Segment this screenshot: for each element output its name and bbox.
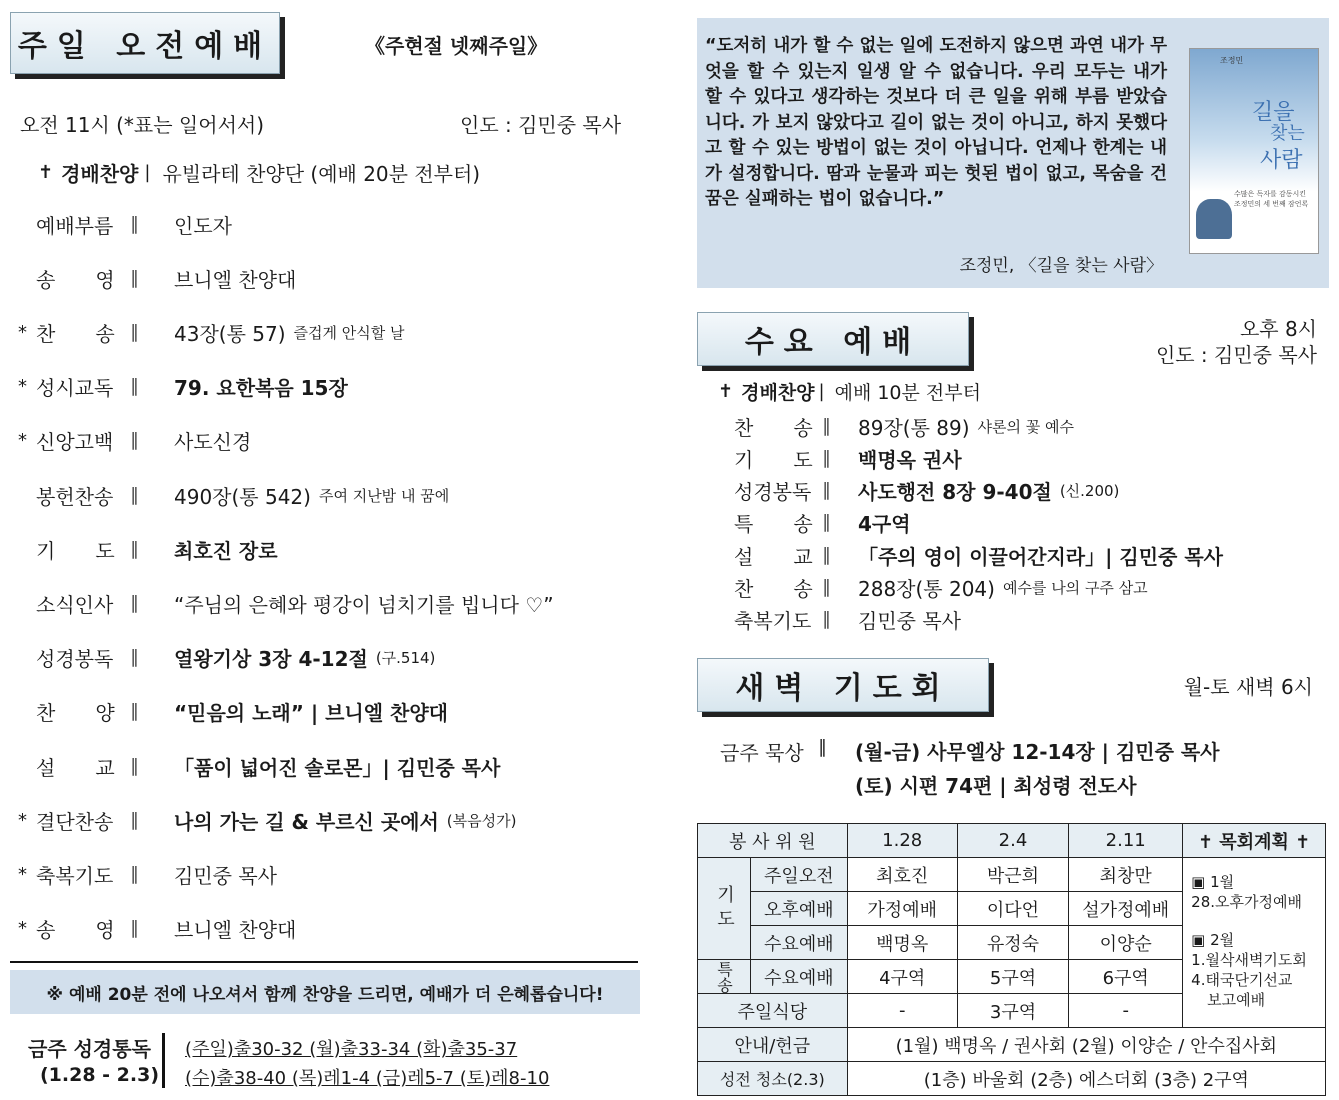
quote-text: “도저히 내가 할 수 없는 일에 도전하지 않으면 과연 내가 무엇을 할 수 있는지 일생 알 수 없습니다. 우리 모두는 내가 할 수 있다고 생각하는 것보다 더 큰 일을 위해 부름 받았습니다. 가 보지 않았다고 길이 없는 것이 아니고, 하지 못했다고 할 수 있는 방법이 없는 것이 아닙니다. 언제나 한계는 내가 설정합니다. 땀과 눈물과 피는 헛된 법이 없고, 목숨을 건 꿈은 실패하는 법이 없습니다.” bbox=[705, 36, 1167, 209]
dawn-title-box bbox=[697, 658, 989, 712]
order-value: 최호진 장로 bbox=[174, 538, 278, 563]
order-note: 샤론의 꽃 예수 bbox=[977, 417, 1074, 436]
table-cell: 3구역 bbox=[957, 994, 1069, 1028]
order-item bbox=[18, 588, 562, 618]
table-header-date: 2.11 bbox=[1069, 824, 1183, 858]
table-cell: 이양순 bbox=[1069, 926, 1183, 960]
order-label: 신앙고백 bbox=[36, 430, 114, 455]
table-cell: 박근희 bbox=[957, 858, 1069, 892]
order-value: 열왕기상 3장 4-12절 bbox=[174, 647, 368, 672]
wednesday-leader: 인도 : 김민중 목사 bbox=[1155, 343, 1317, 367]
stand-marker: * bbox=[18, 430, 27, 452]
service-table bbox=[697, 823, 1326, 1096]
reading-title: 금주 성경통독 bbox=[28, 1037, 151, 1061]
order-value: 인도자 bbox=[174, 213, 232, 238]
order-label: 송 영 bbox=[36, 267, 115, 292]
cross-icon: ✝ bbox=[38, 161, 54, 183]
plan-cell bbox=[1183, 858, 1326, 1028]
order-sep: ∥ bbox=[130, 430, 139, 452]
praise-sep: | bbox=[818, 380, 825, 402]
table-cell: (1층) 바울회 (2층) 에스더회 (3층) 2구역 bbox=[847, 1062, 1325, 1096]
book-title-2: 찾는 bbox=[1270, 123, 1305, 144]
order-value: 288장(통 204) bbox=[858, 577, 995, 601]
plan-item: 4.태국단기선교 bbox=[1191, 971, 1293, 989]
order-value: 「품이 넓어진 솔로몬」| 김민중 목사 bbox=[174, 755, 501, 780]
order-item bbox=[18, 914, 304, 944]
order-value: “믿음의 노래” | 브니엘 찬양대 bbox=[174, 701, 448, 726]
table-cell: 최호진 bbox=[847, 858, 957, 892]
order-label: 기 도 bbox=[36, 538, 115, 563]
table-header-date: 2.4 bbox=[957, 824, 1069, 858]
praise-label: 경배찬양 bbox=[61, 161, 139, 186]
wednesday-title-box bbox=[697, 312, 969, 366]
order-label: 특 송 bbox=[734, 512, 813, 537]
dawn-label: 금주 묵상 bbox=[720, 741, 804, 765]
row-label: 주일오전 bbox=[751, 858, 848, 892]
order-item bbox=[18, 697, 456, 727]
order-item bbox=[18, 805, 516, 835]
sunday-leader: 인도 : 김민중 목사 bbox=[460, 113, 622, 137]
order-label: 설 교 bbox=[734, 544, 813, 569]
stand-marker: * bbox=[18, 376, 27, 398]
stand-marker: * bbox=[18, 809, 27, 831]
table-cell: 유정숙 bbox=[957, 926, 1069, 960]
book-title-1: 길을 bbox=[1252, 100, 1295, 125]
dawn-time: 월-토 새벽 6시 bbox=[1183, 675, 1313, 699]
plan-month-1: ▣ 1월 bbox=[1191, 873, 1235, 891]
order-note: (복음성가) bbox=[446, 811, 517, 830]
reading-line-2: (수)출38-40 (목)레1-4 (금)레5-7 (토)레8-10 bbox=[185, 1068, 550, 1089]
order-item bbox=[734, 509, 919, 537]
notice-text: ※ 예배 20분 전에 나오셔서 함께 찬양을 드리면, 예배가 더 은혜롭습니다! bbox=[46, 984, 604, 1005]
order-label: 소식인사 bbox=[36, 592, 114, 617]
wednesday-title: 수요 예배 bbox=[744, 325, 922, 360]
reading-line-1: (주일)출30-32 (월)출33-34 (화)출35-37 bbox=[185, 1039, 518, 1060]
table-cell: 이다언 bbox=[957, 892, 1069, 926]
order-sep: ∥ bbox=[130, 863, 139, 885]
order-label: 축복기도 bbox=[36, 863, 114, 888]
group-prayer-label: 기도 bbox=[714, 884, 735, 933]
row-label: 주일식당 bbox=[698, 994, 848, 1028]
dawn-sep: ∥ bbox=[818, 737, 827, 758]
order-value: 490장(통 542) bbox=[174, 484, 311, 509]
sunday-title: 주일 오전예배 bbox=[17, 29, 273, 64]
divider-line bbox=[10, 961, 638, 963]
order-value: 4구역 bbox=[858, 512, 911, 537]
cross-icon: ✝ bbox=[718, 380, 734, 402]
book-cover-image bbox=[1189, 48, 1319, 254]
order-item bbox=[734, 444, 970, 472]
order-item bbox=[18, 263, 304, 293]
order-item bbox=[18, 751, 508, 781]
praise-value: 예배 10분 전부터 bbox=[834, 381, 981, 404]
runner-figures-image bbox=[1196, 199, 1232, 239]
plan-month-2: ▣ 2월 bbox=[1191, 931, 1235, 949]
plan-item: 28.오후가정예배 bbox=[1191, 893, 1302, 911]
order-label: 결단찬송 bbox=[36, 809, 114, 834]
quote-box bbox=[697, 18, 1329, 288]
order-value: “주님의 은혜와 평강이 넘치기를 빕니다 ♡” bbox=[174, 592, 554, 617]
order-item bbox=[734, 541, 1231, 569]
order-sep: ∥ bbox=[130, 538, 139, 560]
dawn-line-1: (월-금) 사무엘상 12-14장 | 김민중 목사 bbox=[855, 740, 1220, 764]
order-item bbox=[18, 317, 404, 347]
order-value: 사도행전 8장 9-40절 bbox=[858, 480, 1052, 505]
row-label: 안내/헌금 bbox=[698, 1028, 848, 1062]
reading-divider bbox=[162, 1033, 165, 1088]
order-item bbox=[734, 477, 1119, 505]
order-sep: ∥ bbox=[130, 267, 139, 289]
order-note: (신.200) bbox=[1059, 482, 1120, 501]
order-sep: ∥ bbox=[822, 577, 831, 598]
order-item bbox=[18, 534, 286, 564]
quote-source: 조정민, 〈길을 찾는 사람〉 bbox=[959, 256, 1163, 276]
order-item bbox=[734, 606, 969, 634]
table-cell: 백명옥 bbox=[847, 926, 957, 960]
order-sep: ∥ bbox=[822, 544, 831, 566]
order-item bbox=[18, 426, 259, 456]
order-item bbox=[18, 643, 435, 673]
order-sep: ∥ bbox=[130, 321, 139, 343]
order-value: 「주의 영이 이끌어간지라」| 김민중 목사 bbox=[858, 544, 1223, 569]
dawn-line-2: (토) 시편 74편 | 최성령 전도사 bbox=[855, 774, 1137, 798]
order-value: 김민중 목사 bbox=[858, 609, 961, 634]
group-music-label: 특송 bbox=[714, 960, 734, 993]
order-label: 찬 송 bbox=[734, 415, 813, 440]
order-label: 성경봉독 bbox=[36, 647, 114, 672]
order-value: 김민중 목사 bbox=[174, 863, 277, 888]
order-item bbox=[18, 859, 285, 889]
order-label: 송 영 bbox=[36, 918, 115, 943]
book-author: 조정민 bbox=[1220, 56, 1244, 65]
order-label: 기 도 bbox=[734, 447, 813, 472]
order-item bbox=[18, 209, 240, 239]
order-sep: ∥ bbox=[822, 415, 831, 437]
table-cell: 6구역 bbox=[1069, 960, 1183, 994]
order-value: 43장(통 57) bbox=[174, 321, 286, 346]
table-cell: - bbox=[847, 994, 957, 1028]
order-item bbox=[18, 372, 356, 402]
order-sep: ∥ bbox=[130, 592, 139, 614]
table-header-date: 1.28 bbox=[847, 824, 957, 858]
order-sep: ∥ bbox=[130, 809, 139, 831]
order-sep: ∥ bbox=[130, 755, 139, 777]
row-label: 수요예배 bbox=[751, 960, 848, 994]
book-title-3: 사람 bbox=[1260, 148, 1303, 173]
order-note: 즐겁게 안식할 날 bbox=[293, 323, 405, 342]
order-label: 성시교독 bbox=[36, 376, 114, 401]
row-label: 성전 청소(2.3) bbox=[698, 1062, 848, 1096]
group-music bbox=[698, 960, 751, 994]
praise-value: 유빌라테 찬양단 (예배 20분 전부터) bbox=[162, 161, 481, 186]
order-label: 찬 송 bbox=[734, 577, 813, 601]
order-value: 나의 가는 길 & 부르신 곳에서 bbox=[174, 809, 439, 834]
sunday-praise-row bbox=[38, 158, 480, 186]
group-prayer bbox=[698, 858, 751, 960]
order-value: 79. 요한복음 15장 bbox=[174, 376, 348, 401]
table-cell: 5구역 bbox=[957, 960, 1069, 994]
table-cell: 4구역 bbox=[847, 960, 957, 994]
book-subtitle: 수많은 독자를 감동시킨 조정민의 세 번째 잠언록 bbox=[1234, 190, 1309, 208]
table-cell: 가정예배 bbox=[847, 892, 957, 926]
order-sep: ∥ bbox=[130, 484, 139, 506]
order-label: 찬 양 bbox=[36, 701, 115, 726]
table-header-plan: ✝ 목회계획 ✝ bbox=[1183, 824, 1326, 858]
order-value: 89장(통 89) bbox=[858, 415, 970, 440]
order-note: 예수를 나의 구주 삼고 bbox=[1002, 579, 1148, 597]
order-label: 축복기도 bbox=[734, 609, 812, 634]
praise-sep: | bbox=[144, 161, 151, 183]
order-label: 예배부름 bbox=[36, 213, 114, 238]
wednesday-time: 오후 8시 bbox=[1239, 317, 1317, 341]
plan-item: 1.월삭새벽기도회 bbox=[1191, 951, 1307, 969]
table-cell: 설가정예배 bbox=[1069, 892, 1183, 926]
reading-dates: (1.28 - 2.3) bbox=[40, 1064, 160, 1086]
praise-label: 경배찬양 bbox=[741, 381, 815, 404]
order-sep: ∥ bbox=[822, 609, 831, 631]
table-header-label: 봉 사 위 원 bbox=[698, 824, 848, 858]
stand-marker: * bbox=[18, 321, 27, 343]
row-label: 오후예배 bbox=[751, 892, 848, 926]
order-sep: ∥ bbox=[822, 512, 831, 534]
order-sep: ∥ bbox=[130, 376, 139, 398]
order-sep: ∥ bbox=[822, 480, 831, 502]
order-sep: ∥ bbox=[130, 647, 139, 669]
order-note: 주여 지난밤 내 꿈에 bbox=[318, 486, 450, 505]
wednesday-praise-row bbox=[718, 378, 981, 404]
dawn-title: 새벽 기도회 bbox=[735, 671, 951, 706]
order-label: 설 교 bbox=[36, 755, 115, 780]
order-sep: ∥ bbox=[130, 701, 139, 723]
order-value: 사도신경 bbox=[174, 430, 252, 455]
table-cell: (1월) 백명옥 / 권사회 (2월) 이양순 / 안수집사회 bbox=[847, 1028, 1325, 1062]
order-sep: ∥ bbox=[822, 447, 831, 469]
order-label: 성경봉독 bbox=[734, 480, 812, 505]
table-cell: 최창만 bbox=[1069, 858, 1183, 892]
order-value: 브니엘 찬양대 bbox=[174, 918, 297, 943]
stand-marker: * bbox=[18, 863, 27, 885]
table-cell: - bbox=[1069, 994, 1183, 1028]
order-sep: ∥ bbox=[130, 918, 139, 940]
sunday-subtitle: 《주현절 넷째주일》 bbox=[365, 34, 548, 58]
stand-marker: * bbox=[18, 918, 27, 940]
order-label: 찬 송 bbox=[36, 321, 115, 346]
order-note: (구.514) bbox=[375, 649, 436, 668]
notice-banner bbox=[10, 970, 640, 1014]
order-sep: ∥ bbox=[130, 213, 139, 235]
sunday-title-box bbox=[10, 12, 280, 74]
row-label: 수요예배 bbox=[751, 926, 848, 960]
order-value: 브니엘 찬양대 bbox=[174, 267, 297, 292]
sunday-time: 오전 11시 (*표는 일어서서) bbox=[20, 113, 265, 137]
plan-item: 보고예배 bbox=[1207, 991, 1266, 1009]
order-value: 백명옥 권사 bbox=[858, 447, 962, 472]
order-item bbox=[734, 412, 1074, 440]
order-item bbox=[734, 574, 1148, 602]
order-label: 봉헌찬송 bbox=[36, 484, 114, 509]
order-item bbox=[18, 480, 449, 510]
